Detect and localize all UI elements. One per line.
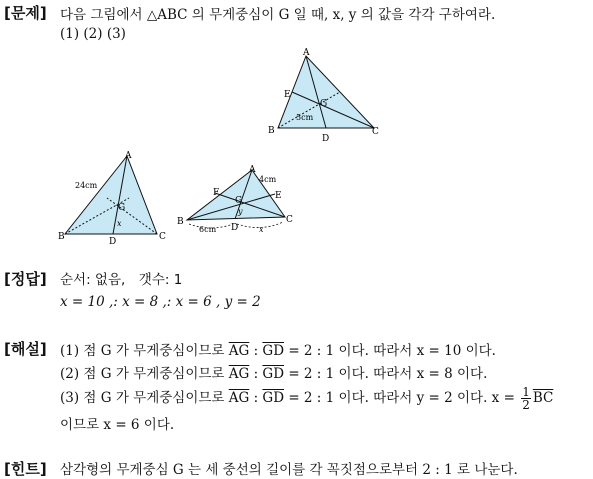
triangle-figure-2 bbox=[55, 148, 175, 246]
x-label: x bbox=[259, 225, 264, 234]
hint-label: [힌트] bbox=[4, 460, 47, 478]
length-4cm-label: 4cm bbox=[259, 175, 277, 184]
length-6cm-label: 6cm bbox=[199, 225, 217, 234]
segment-GD: $\overline{GD}$ bbox=[262, 390, 285, 406]
length-label: 24cm bbox=[75, 181, 98, 190]
explanation-line-1 bbox=[60, 339, 496, 359]
explanation-line-4: 이므로 x = 6 이다. bbox=[60, 417, 175, 433]
vertex-A-label: A bbox=[303, 48, 310, 58]
vertex-C-label: C bbox=[286, 215, 293, 225]
vertex-B-label: B bbox=[177, 217, 184, 227]
ratio-colon: : bbox=[249, 343, 263, 359]
triangle-figure-1 bbox=[260, 46, 390, 146]
centroid-G-label: G bbox=[118, 203, 126, 213]
ratio-colon: : bbox=[249, 390, 263, 406]
answer-line-2: x = 10 ,: x = 8 ,: x = 6 , y = 2 bbox=[60, 294, 261, 310]
point-F-label: F bbox=[213, 188, 220, 198]
explanation-1-prefix: (1) 점 G 가 무게중심이므로 bbox=[60, 343, 229, 359]
vertex-C-label: C bbox=[159, 232, 166, 242]
point-E-label: E bbox=[275, 191, 282, 201]
point-D-label: D bbox=[109, 237, 117, 246]
point-D-label: D bbox=[322, 134, 330, 144]
answer-label: [정답] bbox=[4, 270, 47, 288]
x-label: x bbox=[117, 219, 122, 228]
segment-AG: $\overline{AG}$ bbox=[228, 366, 250, 382]
problem-parts: (1) (2) (3) bbox=[60, 26, 126, 42]
explanation-2-suffix: = 2 : 1 이다. 따라서 x = 8 이다. bbox=[284, 366, 488, 382]
fraction-numerator: 1 bbox=[522, 385, 530, 399]
explanation-line-3 bbox=[60, 386, 553, 411]
explanation-1-suffix: = 2 : 1 이다. 따라서 x = 10 이다. bbox=[284, 343, 496, 359]
length-label: 5cm bbox=[296, 113, 314, 122]
hint-text: 삼각형의 무게중심 G 는 세 중선의 길이를 각 꼭짓점으로부터 2 : 1 로 나눈다. bbox=[60, 462, 518, 478]
explanation-2-prefix: (2) 점 G 가 무게중심이므로 bbox=[60, 366, 229, 382]
centroid-G-label: G bbox=[320, 99, 328, 109]
fraction-one-half bbox=[521, 386, 531, 411]
explanation-line-2 bbox=[60, 362, 487, 382]
explanation-3-prefix: (3) 점 G 가 무게중심이므로 bbox=[60, 390, 229, 406]
answer-line-1: 순서: 없음, 갯수: 1 bbox=[60, 272, 183, 288]
ratio-colon: : bbox=[249, 366, 263, 382]
segment-AG: $\overline{AG}$ bbox=[228, 390, 250, 406]
point-D-label: D bbox=[231, 223, 239, 233]
vertex-B-label: B bbox=[268, 126, 275, 136]
problem-text: 다음 그림에서 △ABC 의 무게중심이 G 일 때, x, y 의 값을 각각 구하여라. bbox=[60, 7, 496, 23]
fraction-denominator: 2 bbox=[522, 398, 530, 412]
y-label: y bbox=[238, 207, 243, 216]
vertex-A-label: A bbox=[249, 165, 256, 175]
vertex-C-label: C bbox=[372, 127, 379, 137]
segment-GD: $\overline{GD}$ bbox=[262, 343, 285, 359]
point-E-label: E bbox=[284, 90, 291, 100]
explanation-label: [해설] bbox=[4, 340, 47, 358]
vertex-B-label: B bbox=[58, 232, 65, 242]
segment-AG: $\overline{AG}$ bbox=[228, 343, 250, 359]
vertex-A-label: A bbox=[125, 151, 132, 161]
segment-GD: $\overline{GD}$ bbox=[262, 366, 285, 382]
triangle-figure-3 bbox=[175, 162, 300, 240]
segment-BC: $\overline{BC}$ bbox=[532, 390, 554, 406]
explanation-3-suffix: = 2 : 1 이다. 따라서 y = 2 이다. x = bbox=[284, 390, 520, 406]
problem-label: [문제] bbox=[4, 4, 47, 22]
centroid-G-label: G bbox=[235, 196, 243, 206]
